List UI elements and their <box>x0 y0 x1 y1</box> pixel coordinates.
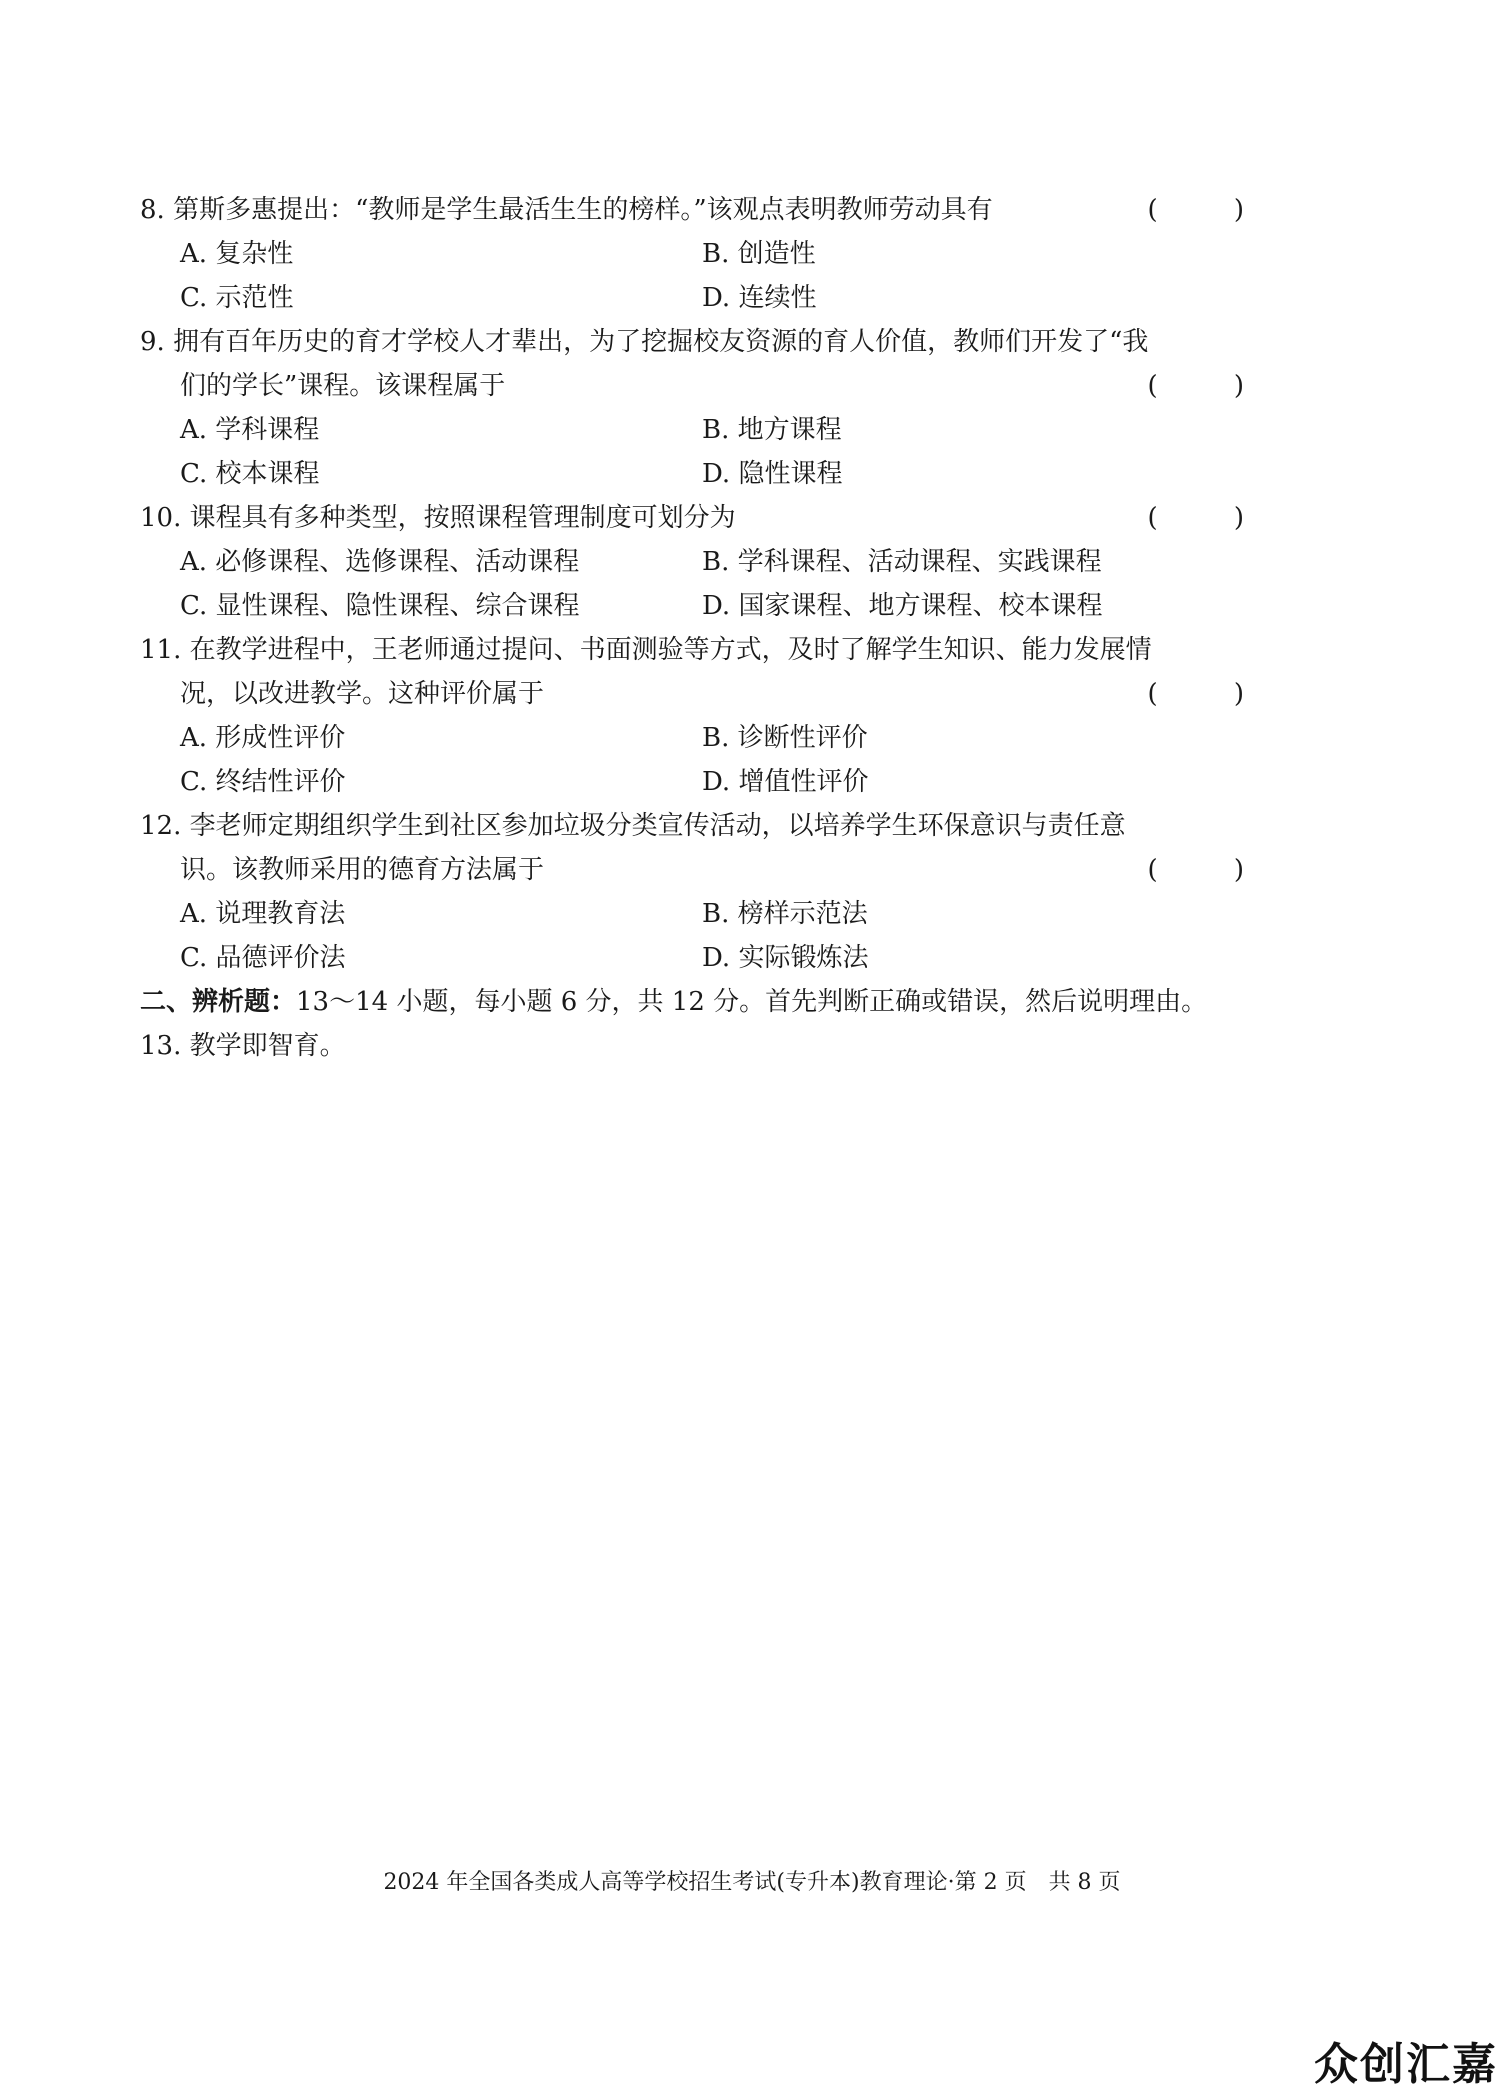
question-9-stem-line2 <box>180 364 1278 408</box>
question-9-option-b: B. 地方课程 <box>702 415 842 445</box>
question-9-option-d: D. 隐性课程 <box>702 459 843 489</box>
question-11-text: 况，以改进教学。这种评价属于 <box>180 679 545 709</box>
question-9-option-a: A. 学科课程 <box>180 415 320 445</box>
question-12-option-a: A. 说理教育法 <box>180 899 346 929</box>
question-10-stem <box>140 496 1278 540</box>
question-12-text: 识。该教师采用的德育方法属于 <box>180 855 545 885</box>
question-13: 13. 教学即智育。 <box>140 1031 346 1061</box>
answer-blank-8: ( ) <box>1147 195 1278 225</box>
question-12-option-b: B. 榜样示范法 <box>702 899 868 929</box>
question-8-text: 8. 第斯多惠提出：“教师是学生最活生生的榜样。”该观点表明教师劳动具有 <box>140 195 993 225</box>
question-8-option-a: A. 复杂性 <box>180 239 294 269</box>
answer-blank-10: ( ) <box>1147 503 1278 533</box>
question-8-option-b: B. 创造性 <box>702 239 816 269</box>
question-11-option-a: A. 形成性评价 <box>180 723 346 753</box>
answer-blank-12: ( ) <box>1147 855 1278 885</box>
question-8-stem <box>140 188 1278 232</box>
page-footer: 2024 年全国各类成人高等学校招生考试(专升本)教育理论·第 2 页 共 8 页 <box>383 1870 1121 1895</box>
section-2-heading-line <box>140 980 1244 1024</box>
question-12-stem-line2 <box>180 848 1278 892</box>
answer-blank-9: ( ) <box>1147 371 1278 401</box>
section-2-heading: 二、辨析题： <box>140 987 297 1017</box>
watermark-logo: 众创汇嘉 <box>1314 2039 1498 2090</box>
question-11-option-d: D. 增值性评价 <box>702 767 869 797</box>
question-12-option-c: C. 品德评价法 <box>180 943 346 973</box>
question-10-option-d: D. 国家课程、地方课程、校本课程 <box>702 591 1103 621</box>
question-9-option-c: C. 校本课程 <box>180 459 320 489</box>
question-10-text: 10. 课程具有多种类型，按照课程管理制度可划分为 <box>140 503 736 533</box>
question-11-option-b: B. 诊断性评价 <box>702 723 868 753</box>
question-9-text: 们的学长”课程。该课程属于 <box>180 371 506 401</box>
question-9-stem-line1: 9. 拥有百年历史的育才学校人才辈出，为了挖掘校友资源的育人价值，教师们开发了“我 <box>140 327 1149 357</box>
question-10-option-b: B. 学科课程、活动课程、实践课程 <box>702 547 1102 577</box>
question-8-option-c: C. 示范性 <box>180 283 294 313</box>
question-11-stem-line2 <box>180 672 1278 716</box>
question-12-stem-line1: 12. 李老师定期组织学生到社区参加垃圾分类宣传活动，以培养学生环保意识与责任意 <box>140 811 1126 841</box>
section-2-instructions: 13～14 小题，每小题 6 分，共 12 分。首先判断正确或错误，然后说明理由。 <box>296 987 1208 1017</box>
question-11-option-c: C. 终结性评价 <box>180 767 346 797</box>
question-11-stem-line1: 11. 在教学进程中，王老师通过提问、书面测验等方式，及时了解学生知识、能力发展情 <box>140 635 1152 665</box>
question-10-option-c: C. 显性课程、隐性课程、综合课程 <box>180 591 580 621</box>
question-10-option-a: A. 必修课程、选修课程、活动课程 <box>180 547 580 577</box>
question-12-option-d: D. 实际锻炼法 <box>702 943 869 973</box>
answer-blank-11: ( ) <box>1147 679 1278 709</box>
question-8-option-d: D. 连续性 <box>702 283 817 313</box>
